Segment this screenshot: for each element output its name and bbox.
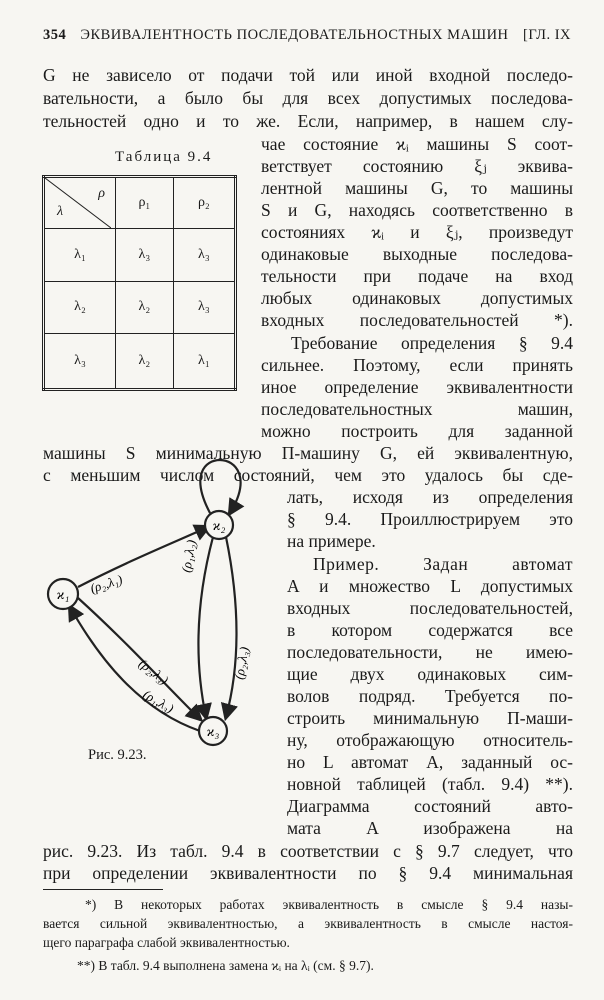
edge-label: (ρ₂,λ₃)	[231, 645, 252, 681]
paragraph-line: новной таблицей (табл. 9.4) **).	[287, 774, 573, 794]
edge-label: (ρ₁,λ₂)	[178, 538, 199, 574]
footnote-rule	[43, 889, 163, 890]
state-table	[42, 175, 237, 391]
edge-k1-k3-upper	[78, 598, 200, 719]
state-diagram	[30, 455, 285, 765]
table-row-head: λ₂	[44, 281, 116, 334]
paragraph-line: вательности, а было бы для всех допустимых последова-	[43, 88, 573, 108]
paragraph-line: в котором содержатся все	[287, 620, 573, 640]
paragraph-line: входных последовательностей *).	[261, 310, 573, 330]
table-cell: λ₃	[116, 229, 174, 282]
paragraph-line: одинаковые выходные последова-	[261, 244, 573, 264]
footnote-line: **) В табл. 9.4 выполнена замена ϰᵢ на λᵢ (см. § 9.7).	[77, 958, 374, 973]
paragraph-line: щие двух одинаковых сим-	[287, 664, 573, 684]
table-cell: λ₃	[173, 281, 235, 334]
running-header	[43, 27, 509, 44]
paragraph-line: S и G, находясь соответственно в	[261, 200, 573, 220]
paragraph-line: входных последовательностей,	[287, 598, 573, 618]
paragraph-line: последовательности, не имею-	[287, 642, 573, 662]
paragraph-line: § 9.4. Проиллюстрируем это	[287, 509, 573, 529]
paragraph-line: волов подряд. Требуется по-	[287, 686, 573, 706]
paragraph-line: Диаграмма состояний авто-	[287, 796, 573, 816]
paragraph-line: можно построить для заданной	[261, 421, 573, 441]
table-cell: λ₃	[173, 229, 235, 282]
table-corner-cell	[44, 177, 116, 229]
paragraph-line: ну, отображающую относитель-	[287, 730, 573, 750]
node-label: ϰ₃	[206, 725, 220, 740]
paragraph-line: чае состояние ϰᵢ машины S соот-	[261, 134, 573, 154]
paragraph-line: при определении эквивалентности по § 9.4 минимальная	[43, 863, 573, 883]
table-row-head: λ₁	[44, 229, 116, 282]
paragraph-line: строить минимальную П-маши-	[287, 708, 573, 728]
paragraph-line: A и множество L допустимых	[287, 576, 573, 596]
footnote-line: щего параграфа слабой эквивалентностью.	[43, 935, 290, 950]
table-caption: Таблица 9.4	[115, 149, 213, 165]
paragraph-line: Требование определения § 9.4	[291, 333, 573, 353]
loop-edge-k2	[200, 460, 240, 513]
edge-k2-k3-left	[198, 537, 213, 717]
paragraph-line: на примере.	[287, 531, 376, 551]
paragraph-line: тельности при подаче на вход	[261, 266, 573, 286]
edge-label: (ρ₂,λ₁)	[88, 571, 125, 596]
paragraph-line: Пример. Задан автомат	[313, 554, 573, 574]
paragraph-line: мата A изображена на	[287, 818, 573, 838]
table-cell: λ₁	[173, 334, 235, 390]
node-label: ϰ₁	[56, 588, 70, 603]
paragraph-line: лентной машины G, то машины	[261, 178, 573, 198]
figure-caption: Рис. 9.23.	[88, 747, 147, 763]
edge-k3-k1-lower	[70, 607, 200, 731]
paragraph-line: состояниях ϰᵢ и ξⱼ, произведут	[261, 222, 573, 242]
edge-label: (ρ₁,λ₃)	[140, 686, 177, 717]
node-label: ϰ₂	[212, 519, 226, 534]
edge-k2-k3-right	[226, 537, 237, 717]
corner-label-bottom: λ	[57, 204, 64, 219]
running-title: ЭКВИВАЛЕНТНОСТЬ ПОСЛЕДОВАТЕЛЬНОСТНЫХ МАШИН	[80, 27, 509, 43]
chapter-marker: [ГЛ. IX	[522, 27, 571, 43]
edge-label: (ρ₂,λ₃)	[136, 655, 172, 688]
table-header-cell: ρ₂	[173, 177, 235, 229]
table-header-cell: ρ₁	[116, 177, 174, 229]
paragraph-line: любых одинаковых допустимых	[261, 288, 573, 308]
paragraph-line: последовательностных машин,	[261, 399, 573, 419]
table-row-head: λ₃	[44, 334, 116, 390]
page-number: 354	[43, 27, 67, 43]
corner-label-top: ρ	[98, 186, 105, 201]
paragraph-line: иное определение эквивалентности	[261, 377, 573, 397]
footnote-line: *) В некоторых работах эквивалентность в смысле § 9.4 назы-	[85, 897, 573, 912]
paragraph-line: G не зависело от подачи той или иной входной последо-	[43, 65, 573, 85]
paragraph-line: сильнее. Поэтому, если принять	[261, 355, 573, 375]
paragraph-line: с меньшим числом состояний, чем это удалось бы сде-	[43, 465, 573, 485]
paragraph-line: лать, исходя из определения	[287, 487, 573, 507]
paragraph-line: рис. 9.23. Из табл. 9.4 в соответствии с § 9.7 следует, что	[43, 841, 573, 861]
table-cell: λ₂	[116, 334, 174, 390]
paragraph-line: ветствует состоянию ξⱼ эквива-	[261, 156, 573, 176]
paragraph-line: машины S минимальную П-машину G, ей эквивалентную,	[43, 443, 573, 463]
paragraph-line: тельностей одно и то же. Если, например, в нашем слу-	[43, 111, 573, 131]
table-cell: λ₂	[116, 281, 174, 334]
paragraph-line: но L автомат A, заданный ос-	[287, 752, 573, 772]
footnote-line: вается сильной эквивалентностью, а эквивалентность в смысле настоя-	[43, 916, 573, 931]
